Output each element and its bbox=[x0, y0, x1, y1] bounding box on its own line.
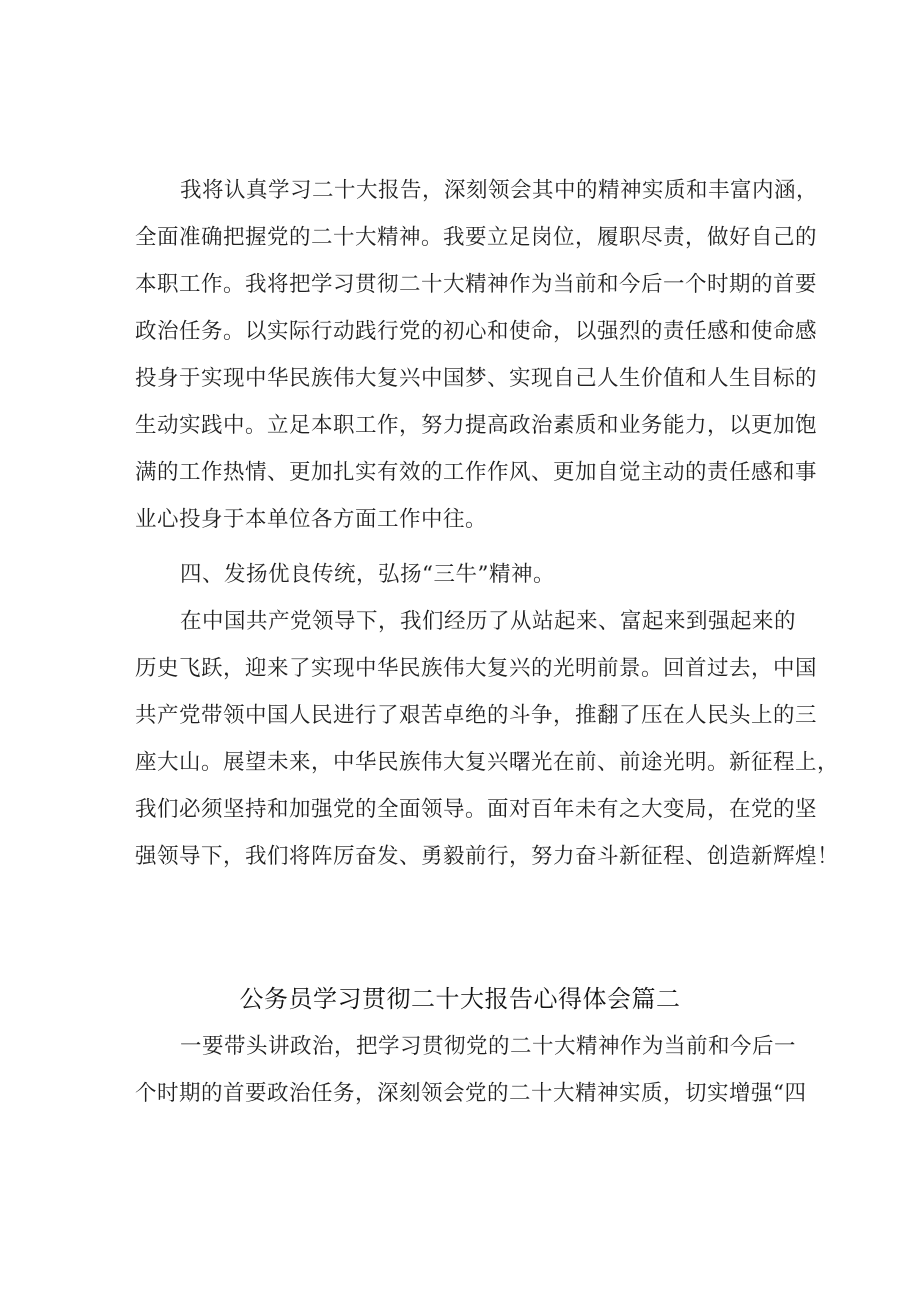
body-text-line: 业心投身于本单位各方面工作中往。 bbox=[135, 507, 488, 532]
body-text-line: 政治任务。以实际行动践行党的初心和使命，以强烈的责任感和使命感 bbox=[135, 319, 818, 344]
body-text-line: 在中国共产党领导下，我们经历了从站起来、富起来到强起来的 bbox=[180, 609, 797, 634]
article-title: 公务员学习贯彻二十大报告心得体会篇二 bbox=[239, 985, 681, 1013]
body-text-line: 共产党带领中国人民进行了艰苦卓绝的斗争，推翻了压在人民头上的三 bbox=[135, 703, 818, 728]
body-text-line: 个时期的首要政治任务，深刻领会党的二十大精神实质，切实增强“四 bbox=[135, 1081, 807, 1106]
body-text-line: 强领导下，我们将阵厉奋发、勇毅前行，努力奋斗新征程、创造新辉煌！ bbox=[135, 844, 840, 869]
body-text-line: 满的工作热情、更加扎实有效的工作作风、更加自觉主动的责任感和事 bbox=[135, 460, 818, 485]
body-text-line: 本职工作。我将把学习贯彻二十大精神作为当前和今后一个时期的首要 bbox=[135, 272, 818, 297]
body-text-line: 投身于实现中华民族伟大复兴中国梦、实现自己人生价值和人生目标的 bbox=[135, 366, 818, 391]
body-text-line: 历史飞跃，迎来了实现中华民族伟大复兴的光明前景。回首过去，中国 bbox=[135, 656, 818, 681]
body-text-line: 生动实践中。立足本职工作，努力提高政治素质和业务能力，以更加饱 bbox=[135, 413, 818, 438]
section-subheading: 四、发扬优良传统，弘扬“三牛”精神。 bbox=[180, 562, 555, 587]
body-text-line: 一要带头讲政治，把学习贯彻党的二十大精神作为当前和今后一 bbox=[180, 1034, 797, 1059]
body-text-line: 我将认真学习二十大报告，深刻领会其中的精神实质和丰富内涵， bbox=[180, 178, 819, 203]
body-text-line: 全面准确把握党的二十大精神。我要立足岗位，履职尽责，做好自己的 bbox=[135, 225, 818, 250]
body-text-line: 座大山。展望未来，中华民族伟大复兴曙光在前、前途光明。新征程上， bbox=[135, 750, 840, 775]
body-text-line: 我们必须坚持和加强党的全面领导。面对百年未有之大变局，在党的坚 bbox=[135, 797, 818, 822]
